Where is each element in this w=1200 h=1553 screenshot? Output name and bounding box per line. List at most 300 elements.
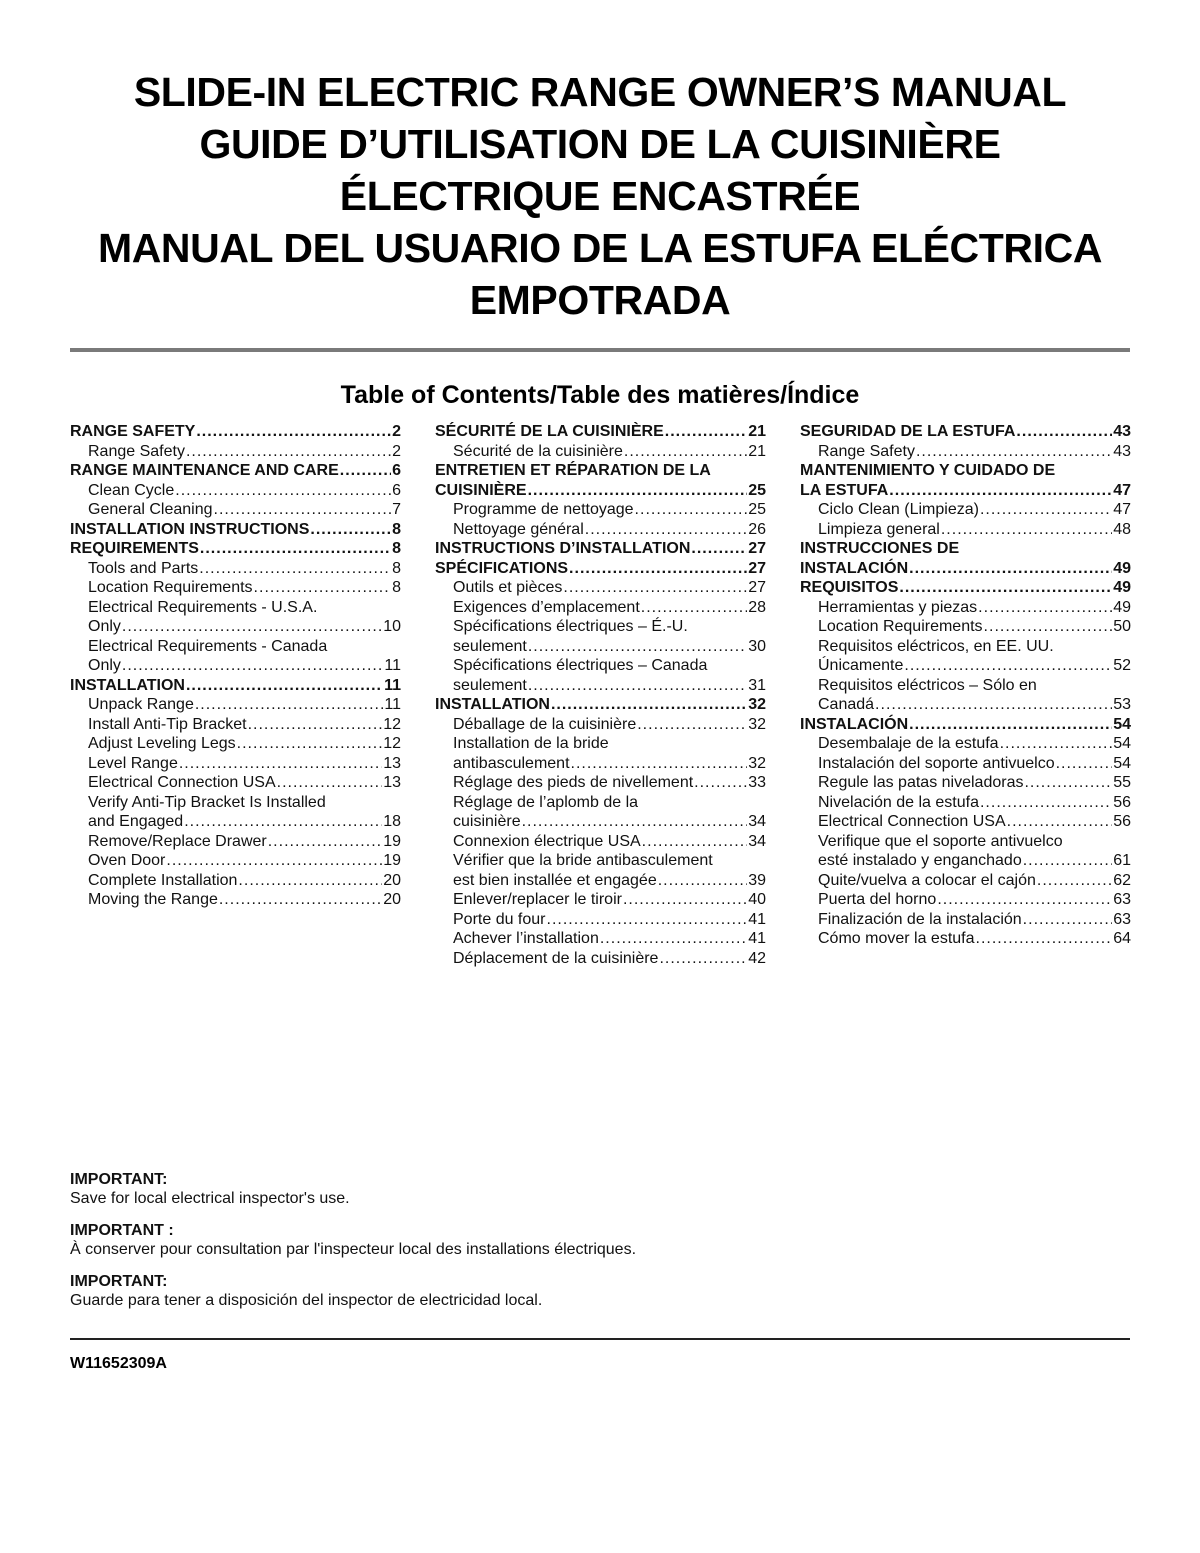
toc-subsection-entry[interactable]	[800, 812, 1131, 832]
toc-page-number: 6	[392, 481, 401, 499]
dot-leader	[1024, 773, 1112, 793]
toc-page-number: 2	[392, 442, 401, 460]
dot-leader	[623, 890, 747, 910]
toc-entry-title: Tools and Parts	[88, 559, 199, 577]
toc-entry-title: Clean Cycle	[88, 481, 175, 499]
dot-leader	[199, 559, 391, 579]
dot-leader	[238, 871, 382, 891]
dot-leader	[186, 676, 383, 696]
toc-entry-title: Ciclo Clean (Limpieza)	[818, 501, 979, 518]
dot-leader	[941, 520, 1112, 540]
toc-subsection-entry[interactable]	[435, 520, 766, 540]
dot-leader	[1000, 734, 1113, 754]
toc-page-number: 11	[384, 657, 401, 674]
toc-page-number: 32	[748, 754, 766, 772]
toc-section-entry[interactable]	[800, 715, 1131, 735]
toc-entry-continuation: Vérifier que la bride antibasculement	[453, 852, 713, 869]
toc-subsection-entry[interactable]	[800, 773, 1131, 793]
toc-subsection-entry[interactable]	[435, 812, 766, 832]
toc-entry-title: INSTALLATION INSTRUCTIONS	[70, 520, 310, 538]
toc-page-number: 50	[1113, 618, 1131, 635]
footer-divider	[70, 1338, 1130, 1340]
dot-leader	[980, 500, 1112, 520]
dot-leader	[978, 598, 1112, 618]
toc-page-number: 61	[1113, 852, 1131, 869]
toc-subsection-entry[interactable]	[70, 500, 401, 520]
toc-entry-title: Location Requirements	[88, 579, 253, 596]
title-spanish-line-1: MANUAL DEL USUARIO DE LA ESTUFA ELÉCTRICA	[97, 225, 1103, 271]
toc-subsection-entry[interactable]	[800, 910, 1131, 930]
toc-page-number: 12	[383, 735, 401, 752]
toc-entry-title: Déballage de la cuisinière	[453, 715, 637, 733]
toc-page-number: 27	[748, 559, 766, 577]
title-french-line-1: GUIDE D’UTILISATION DE LA CUISINIÈRE	[199, 121, 1001, 167]
toc-entry-continuation: Réglage de l’aplomb de la	[453, 793, 639, 811]
toc-entry-continuation: Verifique que el soporte antivuelco	[818, 832, 1063, 850]
toc-entry-title: Only	[88, 618, 121, 635]
dot-leader	[899, 578, 1112, 598]
dot-leader	[528, 637, 747, 657]
dot-leader	[642, 832, 748, 852]
toc-entry-continuation: Electrical Requirements - U.S.A.	[88, 598, 318, 616]
dot-leader	[122, 617, 382, 637]
toc-page-number: 40	[748, 891, 766, 908]
dot-leader	[691, 539, 747, 559]
toc-section-entry[interactable]	[70, 520, 401, 540]
toc-page-number: 8	[392, 559, 401, 577]
toc-page-number: 49	[1113, 579, 1131, 596]
toc-page-number: 31	[748, 676, 766, 694]
toc-entry-continuation: INSTRUCCIONES DE	[800, 540, 960, 557]
toc-page-number: 21	[748, 442, 766, 460]
toc-subsection-entry[interactable]	[70, 832, 401, 852]
toc-page-number: 27	[748, 579, 766, 596]
dot-leader	[904, 656, 1112, 676]
toc-page-number: 27	[748, 540, 766, 557]
toc-subsection-entry[interactable]	[800, 656, 1131, 676]
toc-entry-continuation: Verify Anti-Tip Bracket Is Installed	[88, 793, 326, 811]
toc-page-number: 56	[1113, 793, 1131, 811]
toc-entry-title: Adjust Leveling Legs	[88, 735, 236, 752]
toc-entry-title: INSTALACIÓN	[800, 559, 909, 577]
toc-section-entry[interactable]	[435, 539, 766, 559]
toc-entry-continuation: Spécifications électriques – É.-U.	[453, 618, 688, 635]
toc-page-number: 34	[748, 832, 766, 850]
toc-entry-title: est bien installée et engagée	[453, 871, 657, 889]
toc-subsection-entry[interactable]	[800, 754, 1131, 774]
toc-entry-title: Unpack Range	[88, 696, 194, 713]
toc-subsection-entry[interactable]	[435, 598, 766, 618]
toc-entry-continuation: Spécifications électriques – Canada	[453, 657, 708, 674]
dot-leader	[665, 422, 747, 442]
toc-page-number: 32	[748, 715, 766, 733]
toc-entry-title: SÉCURITÉ DE LA CUISINIÈRE	[435, 423, 664, 440]
toc-section-entry[interactable]	[800, 481, 1131, 501]
toc-page-number: 54	[1113, 754, 1131, 772]
toc-entry-title: Only	[88, 657, 121, 674]
toc-page-number: 32	[748, 696, 766, 713]
dot-leader	[694, 773, 747, 793]
dot-leader	[340, 461, 391, 481]
dot-leader	[600, 929, 747, 949]
toc-subsection-entry[interactable]	[800, 598, 1131, 618]
toc-page-number: 42	[748, 949, 766, 967]
toc-page-number: 2	[392, 423, 401, 440]
toc-subsection-entry[interactable]	[435, 929, 766, 949]
toc-entry-title: seulement	[453, 676, 527, 694]
toc-subsection-entry[interactable]	[435, 754, 766, 774]
toc-page-number: 52	[1113, 657, 1131, 674]
dot-leader	[551, 695, 747, 715]
toc-page-number: 26	[748, 520, 766, 538]
toc-section-entry[interactable]	[435, 422, 766, 442]
dot-leader	[1056, 754, 1113, 774]
important-text: Guarde para tener a disposición del inspector de electricidad local.	[70, 1292, 543, 1309]
dot-leader	[889, 481, 1112, 501]
toc-page-number: 30	[748, 637, 766, 655]
toc-subsection-entry[interactable]	[70, 617, 401, 637]
important-notice-english	[70, 1170, 1130, 1208]
dot-leader	[563, 578, 747, 598]
toc-entry-title: SEGURIDAD DE LA ESTUFA	[800, 423, 1016, 440]
toc-entry-title: Range Safety	[88, 442, 185, 460]
toc-entry-continuation: Installation de la bride	[453, 735, 609, 752]
toc-subsection-entry[interactable]	[70, 754, 401, 774]
toc-page-number: 11	[384, 696, 401, 713]
toc-entry-title: Electrical Connection USA	[88, 774, 276, 791]
toc-subsection-entry[interactable]	[70, 578, 401, 598]
dot-leader	[624, 442, 747, 462]
toc-subsection-entry[interactable]	[800, 520, 1131, 540]
dot-leader	[585, 520, 747, 540]
toc-subsection-entry[interactable]	[70, 442, 401, 462]
dot-leader	[1023, 910, 1113, 930]
toc-page-number: 48	[1113, 520, 1131, 538]
toc-page-number: 43	[1113, 442, 1131, 460]
toc-subsection-entry[interactable]	[800, 851, 1131, 871]
toc-subsection-entry[interactable]	[70, 812, 401, 832]
toc-subsection-entry[interactable]	[435, 715, 766, 735]
toc-section-entry[interactable]	[435, 695, 766, 715]
toc-entry-title: Puerta del horno	[818, 891, 937, 908]
toc-entry-title: Regule las patas niveladoras	[818, 774, 1024, 791]
toc-column-french	[435, 422, 766, 968]
toc-entry-title: Únicamente	[818, 657, 904, 674]
toc-entry-title: esté instalado y enganchado	[818, 852, 1022, 869]
toc-entry-title: Canadá	[818, 696, 875, 713]
toc-entry-title: General Cleaning	[88, 501, 213, 518]
toc-page-number: 55	[1113, 774, 1131, 791]
toc-entry-title: Electrical Connection USA	[818, 813, 1006, 830]
toc-entry-title: seulement	[453, 637, 527, 655]
dot-leader	[916, 442, 1112, 462]
toc-subsection-entry[interactable]	[435, 676, 766, 696]
toc-entry-title: Réglage des pieds de nivellement	[453, 774, 694, 791]
toc-page-number: 41	[748, 930, 766, 947]
toc-page-number: 25	[748, 481, 766, 499]
toc-entry-title: Quite/vuelva a colocar el cajón	[818, 871, 1036, 889]
document-number: W11652309A	[70, 1355, 167, 1372]
dot-leader	[175, 481, 391, 501]
toc-entry-title: Range Safety	[818, 442, 915, 460]
important-label: IMPORTANT:	[70, 1171, 168, 1188]
toc-subsection-entry[interactable]	[435, 910, 766, 930]
toc-subsection-entry[interactable]	[800, 929, 1131, 949]
toc-page-number: 64	[1113, 930, 1131, 947]
toc-page-number: 28	[748, 598, 766, 616]
toc-page-number: 63	[1113, 910, 1131, 928]
toc-entry-continuation: ENTRETIEN ET RÉPARATION DE LA	[435, 462, 711, 479]
dot-leader	[659, 949, 747, 969]
toc-entry-title: Achever l’installation	[453, 930, 599, 947]
dot-leader	[186, 442, 391, 462]
dot-leader	[641, 598, 747, 618]
toc-subsection-entry[interactable]	[70, 773, 401, 793]
dot-leader	[875, 695, 1112, 715]
toc-section-entry[interactable]	[800, 578, 1131, 598]
toc-entry-title: INSTALACIÓN	[800, 715, 909, 733]
toc-page-number: 20	[383, 891, 401, 908]
toc-page-number: 13	[383, 754, 401, 772]
dot-leader	[980, 793, 1112, 813]
dot-leader	[214, 500, 392, 520]
dot-leader	[219, 890, 382, 910]
dot-leader	[1023, 851, 1112, 871]
dot-leader	[254, 578, 392, 598]
important-text: Save for local electrical inspector's use.	[70, 1190, 350, 1207]
toc-entry-title: SPÉCIFICATIONS	[435, 559, 569, 577]
toc-page-number: 6	[392, 462, 401, 479]
toc-entry-title: Outils et pièces	[453, 579, 563, 596]
toc-subsection-entry[interactable]	[800, 890, 1131, 910]
toc-column-english	[70, 422, 401, 910]
dot-leader	[937, 890, 1112, 910]
toc-page-number: 8	[392, 520, 401, 538]
dot-leader	[522, 812, 748, 832]
toc-subsection-entry[interactable]	[435, 500, 766, 520]
toc-section-entry[interactable]	[800, 559, 1131, 579]
toc-entry-title: Moving the Range	[88, 891, 218, 908]
toc-subsection-entry[interactable]	[435, 949, 766, 969]
toc-entry-title: Connexion électrique USA	[453, 832, 641, 850]
toc-entry-title: INSTALLATION	[70, 676, 185, 694]
toc-subsection-entry[interactable]	[800, 793, 1131, 813]
toc-page-number: 19	[383, 852, 401, 869]
toc-entry-title: Oven Door	[88, 852, 166, 869]
toc-page-number: 20	[383, 871, 401, 889]
toc-subsection-entry[interactable]	[70, 715, 401, 735]
toc-subsection-entry[interactable]	[435, 442, 766, 462]
toc-page-number: 25	[748, 501, 766, 518]
toc-entry-title: Finalización de la instalación	[818, 910, 1022, 928]
toc-page-number: 18	[383, 813, 401, 830]
toc-entry-title: Porte du four	[453, 910, 546, 928]
toc-section-entry[interactable]	[435, 559, 766, 579]
toc-entry-title: cuisinière	[453, 813, 521, 830]
toc-entry-title: Level Range	[88, 754, 178, 772]
toc-subsection-entry[interactable]	[70, 871, 401, 891]
toc-page-number: 63	[1113, 891, 1131, 908]
toc-subsection-entry[interactable]	[70, 656, 401, 676]
toc-entry-title: Location Requirements	[818, 618, 983, 635]
toc-entry-title: Enlever/replacer le tiroir	[453, 891, 622, 908]
toc-entry-title: and Engaged	[88, 813, 184, 830]
toc-page-number: 49	[1113, 598, 1131, 616]
toc-subsection-entry[interactable]	[435, 773, 766, 793]
toc-entry-title: INSTRUCTIONS D’INSTALLATION	[435, 540, 691, 557]
toc-entry-continuation: MANTENIMIENTO Y CUIDADO DE	[800, 462, 1056, 479]
dot-leader	[635, 500, 748, 520]
toc-page-number: 7	[392, 501, 401, 518]
toc-subsection-entry[interactable]	[435, 578, 766, 598]
toc-entry-title: Install Anti-Tip Bracket	[88, 715, 247, 733]
toc-entry-title: Nivelación de la estufa	[818, 793, 979, 811]
dot-leader	[909, 559, 1112, 579]
toc-page-number: 47	[1113, 501, 1131, 518]
important-label: IMPORTANT:	[70, 1273, 168, 1290]
dot-leader	[268, 832, 382, 852]
toc-page-number: 12	[383, 715, 401, 733]
title-spanish-line-2: EMPOTRADA	[469, 277, 731, 323]
toc-page-number: 11	[384, 676, 401, 694]
toc-entry-title: LA ESTUFA	[800, 481, 889, 499]
toc-subsection-entry[interactable]	[70, 695, 401, 715]
dot-leader	[547, 910, 748, 930]
toc-page-number: 13	[383, 774, 401, 791]
toc-section-entry[interactable]	[435, 481, 766, 501]
dot-leader	[179, 754, 382, 774]
dot-leader	[984, 617, 1113, 637]
toc-page-number: 41	[748, 910, 766, 928]
toc-page-number: 8	[392, 540, 401, 557]
dot-leader	[528, 481, 748, 501]
toc-page-number: 19	[383, 832, 401, 850]
toc-entry-title: Exigences d’emplacement	[453, 598, 640, 616]
toc-subsection-entry[interactable]	[70, 851, 401, 871]
dot-leader	[637, 715, 747, 735]
toc-subsection-entry[interactable]	[800, 871, 1131, 891]
dot-leader	[1016, 422, 1112, 442]
toc-page-number: 39	[748, 871, 766, 889]
toc-subsection-entry[interactable]	[70, 559, 401, 579]
toc-entry-continuation: Requisitos eléctricos – Sólo en	[818, 676, 1037, 694]
toc-subsection-entry[interactable]	[800, 734, 1131, 754]
important-text: À conserver pour consultation par l'inspecteur local des installations électriques.	[70, 1241, 637, 1258]
toc-entry-title: Herramientas y piezas	[818, 598, 978, 616]
toc-page-number: 53	[1113, 696, 1131, 713]
manual-title-block	[60, 66, 1140, 326]
toc-entry-title: Programme de nettoyage	[453, 501, 634, 518]
toc-section-entry[interactable]	[800, 422, 1131, 442]
dot-leader	[195, 695, 384, 715]
dot-leader	[122, 656, 383, 676]
toc-subsection-entry[interactable]	[435, 890, 766, 910]
toc-entry-title: Limpieza general	[818, 520, 940, 538]
toc-section-entry[interactable]	[70, 539, 401, 559]
dot-leader	[528, 676, 747, 696]
toc-page-number: 54	[1113, 715, 1131, 733]
toc-page-number: 56	[1113, 813, 1131, 830]
dot-leader	[184, 812, 382, 832]
toc-page-number: 54	[1113, 735, 1131, 752]
important-label: IMPORTANT :	[70, 1222, 174, 1239]
dot-leader	[196, 422, 391, 442]
toc-entry-title: Cómo mover la estufa	[818, 930, 975, 947]
toc-subsection-entry[interactable]	[800, 695, 1131, 715]
toc-subsection-entry[interactable]	[800, 500, 1131, 520]
toc-page-number: 43	[1113, 423, 1131, 440]
dot-leader	[1007, 812, 1113, 832]
toc-section-entry[interactable]	[70, 676, 401, 696]
toc-entry-title: Déplacement de la cuisinière	[453, 949, 659, 967]
dot-leader	[237, 734, 383, 754]
toc-entry-title: REQUIREMENTS	[70, 540, 199, 557]
title-english: SLIDE-IN ELECTRIC RANGE OWNER’S MANUAL	[133, 69, 1067, 115]
toc-section-entry[interactable]	[70, 422, 401, 442]
toc-page-number: 21	[748, 423, 766, 440]
toc-subsection-entry[interactable]	[800, 442, 1131, 462]
dot-leader	[571, 754, 748, 774]
toc-heading: Table of Contents/Table des matières/Índice	[340, 381, 860, 409]
toc-subsection-entry[interactable]	[70, 734, 401, 754]
dot-leader	[976, 929, 1113, 949]
title-divider	[70, 348, 1130, 352]
important-notice-french	[70, 1221, 1130, 1259]
toc-page-number: 8	[392, 579, 401, 596]
toc-page-number: 33	[748, 774, 766, 791]
dot-leader	[658, 871, 747, 891]
toc-entry-title: REQUISITOS	[800, 579, 899, 596]
dot-leader	[277, 773, 383, 793]
toc-subsection-entry[interactable]	[435, 637, 766, 657]
toc-entry-title: Remove/Replace Drawer	[88, 832, 267, 850]
toc-subsection-entry[interactable]	[800, 617, 1131, 637]
toc-subsection-entry[interactable]	[70, 890, 401, 910]
title-french-line-2: ÉLECTRIQUE ENCASTRÉE	[339, 173, 861, 219]
toc-entry-title: RANGE SAFETY	[70, 423, 196, 440]
toc-entry-title: Nettoyage général	[453, 520, 584, 538]
toc-subsection-entry[interactable]	[70, 481, 401, 501]
dot-leader	[569, 559, 747, 579]
toc-entry-title: Instalación del soporte antivuelco	[818, 754, 1055, 772]
toc-page-number: 62	[1113, 871, 1131, 889]
toc-entry-title: RANGE MAINTENANCE AND CARE	[70, 462, 339, 479]
dot-leader	[909, 715, 1112, 735]
toc-page-number: 49	[1113, 559, 1131, 577]
toc-entry-title: CUISINIÈRE	[435, 481, 527, 499]
toc-column-spanish	[800, 422, 1131, 949]
dot-leader	[1037, 871, 1112, 891]
dot-leader	[200, 539, 391, 559]
toc-entry-continuation: Requisitos eléctricos, en EE. UU.	[818, 637, 1054, 655]
toc-entry-continuation: Electrical Requirements - Canada	[88, 637, 328, 655]
toc-entry-title: INSTALLATION	[435, 696, 550, 713]
toc-subsection-entry[interactable]	[435, 832, 766, 852]
important-notice-spanish	[70, 1272, 1130, 1310]
dot-leader	[248, 715, 383, 735]
toc-page-number: 34	[748, 813, 766, 830]
toc-subsection-entry[interactable]	[435, 871, 766, 891]
toc-entry-title: Complete Installation	[88, 871, 238, 889]
toc-page-number: 10	[383, 618, 401, 635]
toc-page-number: 47	[1113, 481, 1131, 499]
toc-section-entry[interactable]	[70, 461, 401, 481]
dot-leader	[310, 520, 391, 540]
toc-entry-title: antibasculement	[453, 754, 570, 772]
dot-leader	[166, 851, 382, 871]
toc-entry-title: Sécurité de la cuisinière	[453, 442, 623, 460]
toc-entry-title: Desembalaje de la estufa	[818, 735, 999, 752]
